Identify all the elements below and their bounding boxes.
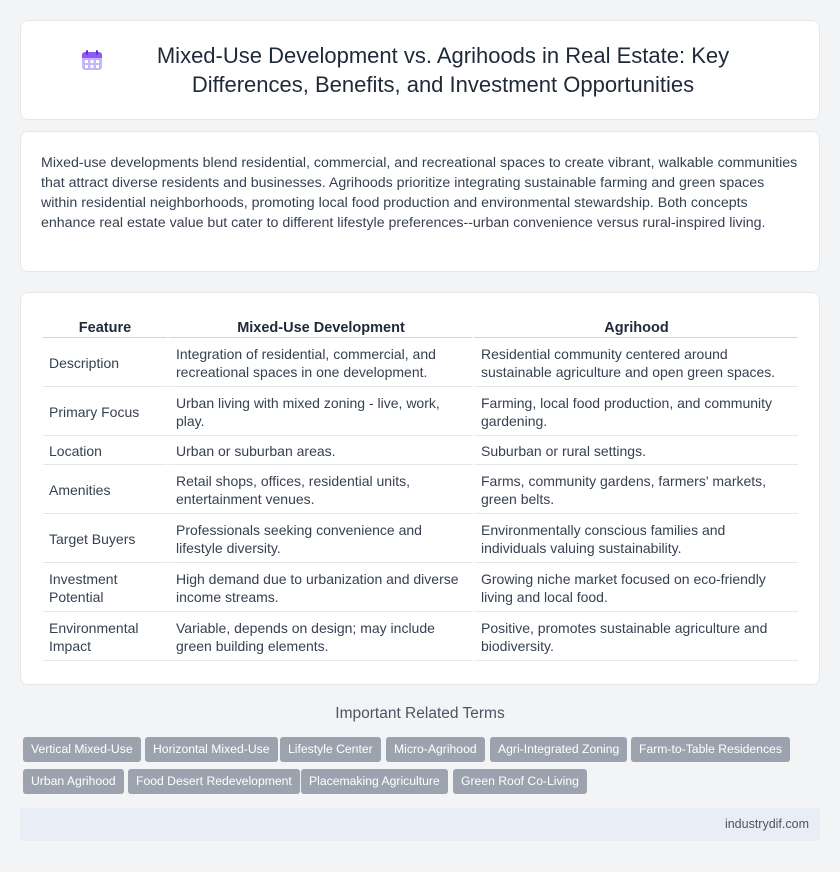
header-feature: Feature [43, 312, 167, 338]
table-row [43, 387, 798, 436]
cell-feature: Target Buyers [43, 514, 167, 563]
cell-mixed-use: Urban living with mixed zoning - live, work, play. [167, 387, 472, 436]
cell-mixed-use: Urban or suburban areas. [167, 436, 472, 465]
cell-mixed-use: Professionals seeking convenience and lifestyle diversity. [167, 514, 472, 563]
cell-agrihood: Positive, promotes sustainable agriculture and biodiversity. [472, 612, 798, 661]
related-terms-title: Important Related Terms [335, 705, 505, 722]
cell-agrihood: Farming, local food production, and community gardening. [472, 387, 798, 436]
term-tag[interactable]: Vertical Mixed-Use [23, 737, 141, 762]
cell-agrihood: Farms, community gardens, farmers' markets, green belts. [472, 465, 798, 514]
cell-agrihood: Residential community centered around sustainable agriculture and open green spaces. [472, 338, 798, 387]
cell-feature: Primary Focus [43, 387, 167, 436]
table-row [43, 338, 798, 387]
footer-bar [20, 808, 820, 841]
cell-feature: Description [43, 338, 167, 387]
cell-mixed-use: Retail shops, offices, residential units, entertainment venues. [167, 465, 472, 514]
cell-mixed-use: Variable, depends on design; may include green building elements. [167, 612, 472, 661]
table-row [43, 465, 798, 514]
term-tag[interactable]: Lifestyle Center [280, 737, 381, 762]
cell-agrihood: Environmentally conscious families and individuals valuing sustainability. [472, 514, 798, 563]
cell-feature: Environmental Impact [43, 612, 167, 661]
header-mixed-use: Mixed-Use Development [167, 312, 472, 338]
cell-feature: Amenities [43, 465, 167, 514]
title-card [20, 20, 820, 120]
intro-card [20, 131, 820, 272]
cell-feature: Investment Potential [43, 563, 167, 612]
term-tag[interactable]: Farm-to-Table Residences [631, 737, 790, 762]
intro-paragraph: Mixed-use developments blend residential, commercial, and recreational spaces to create vibrant, walkable communities that attract diverse residents and businesses. Agrihoods prioritize integrating sustainable farming and green spaces within residential neighborhoods, promoting local food production and environmental stewardship. Both concepts enhance real estate value but cater to different lifestyle preferences--urban convenience versus rural-inspired living. [41, 155, 798, 231]
table-row [43, 612, 798, 661]
table-row [43, 563, 798, 612]
cell-feature: Location [43, 436, 167, 465]
header-agrihood: Agrihood [472, 312, 798, 338]
term-tag[interactable]: Urban Agrihood [23, 769, 124, 794]
term-tag[interactable]: Horizontal Mixed-Use [145, 737, 278, 762]
page-title: Mixed-Use Development vs. Agrihoods in Real Estate: Key Differences, Benefits, and Investment Opportunities [156, 43, 730, 97]
footer-site-link[interactable]: industrydif.com [724, 817, 809, 831]
comparison-table [43, 312, 798, 661]
term-tag[interactable]: Food Desert Redevelopment [128, 769, 300, 794]
comparison-card [20, 292, 820, 685]
term-tag[interactable]: Micro-Agrihood [386, 737, 485, 762]
cell-agrihood: Suburban or rural settings. [472, 436, 798, 465]
cell-mixed-use: Integration of residential, commercial, and recreational spaces in one development. [167, 338, 472, 387]
cell-mixed-use: High demand due to urbanization and diverse income streams. [167, 563, 472, 612]
table-header-row [43, 312, 798, 338]
cell-agrihood: Growing niche market focused on eco-friendly living and local food. [472, 563, 798, 612]
table-row [43, 514, 798, 563]
term-tag[interactable]: Placemaking Agriculture [301, 769, 448, 794]
term-tag[interactable]: Green Roof Co-Living [453, 769, 587, 794]
term-tag[interactable]: Agri-Integrated Zoning [490, 737, 627, 762]
table-row [43, 436, 798, 465]
calendar-icon [80, 48, 104, 72]
title-wrap [80, 41, 760, 99]
